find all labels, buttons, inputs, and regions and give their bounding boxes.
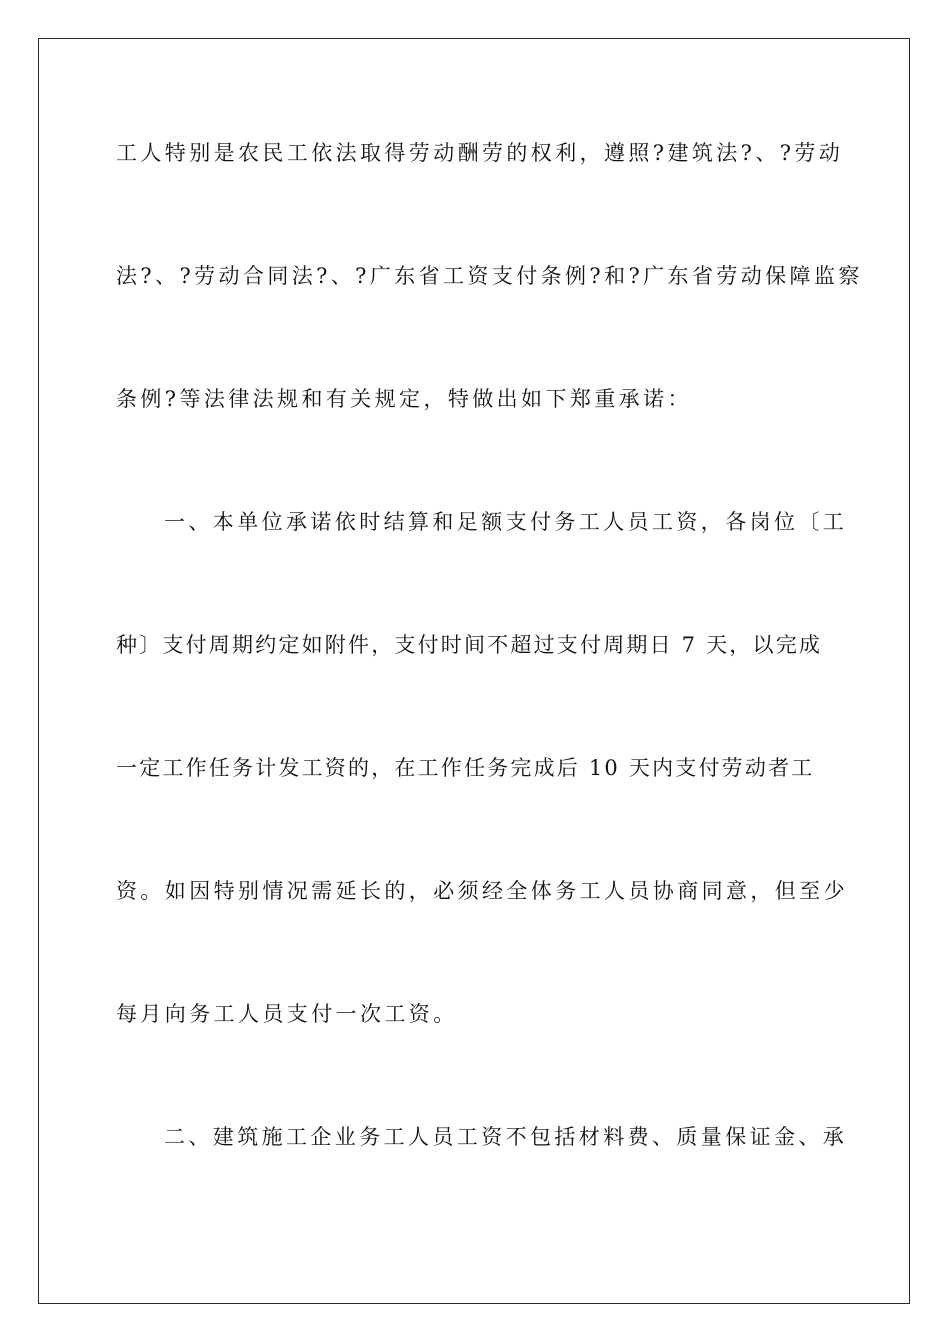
paragraph-line-2: 法?、?劳动合同法?、?广东省工资支付条例?和?广东省劳动保障监察 [116, 264, 863, 288]
page-border [38, 38, 910, 1304]
paragraph-line-5: 种〕支付周期约定如附件，支付时间不超过支付周期日 7 天，以完成 [116, 633, 823, 657]
paragraph-line-6: 一定工作任务计发工资的，在工作任务完成后 10 天内支付劳动者工 [116, 756, 815, 780]
paragraph-line-8: 每月向务工人员支付一次工资。 [116, 1002, 458, 1026]
paragraph-line-4: 一、本单位承诺依时结算和足额支付务工人员工资，各岗位〔工 [164, 510, 848, 534]
paragraph-line-7: 资。如因特别情况需延长的，必须经全体务工人员协商同意，但至少 [116, 879, 848, 903]
paragraph-line-3: 条例?等法律法规和有关规定，特做出如下郑重承诺： [116, 387, 692, 411]
paragraph-line-9: 二、建筑施工企业务工人员工资不包括材料费、质量保证金、承 [164, 1125, 848, 1149]
paragraph-line-1: 工人特别是农民工依法取得劳动酬劳的权利，遵照?建筑法?、?劳动 [116, 141, 844, 165]
